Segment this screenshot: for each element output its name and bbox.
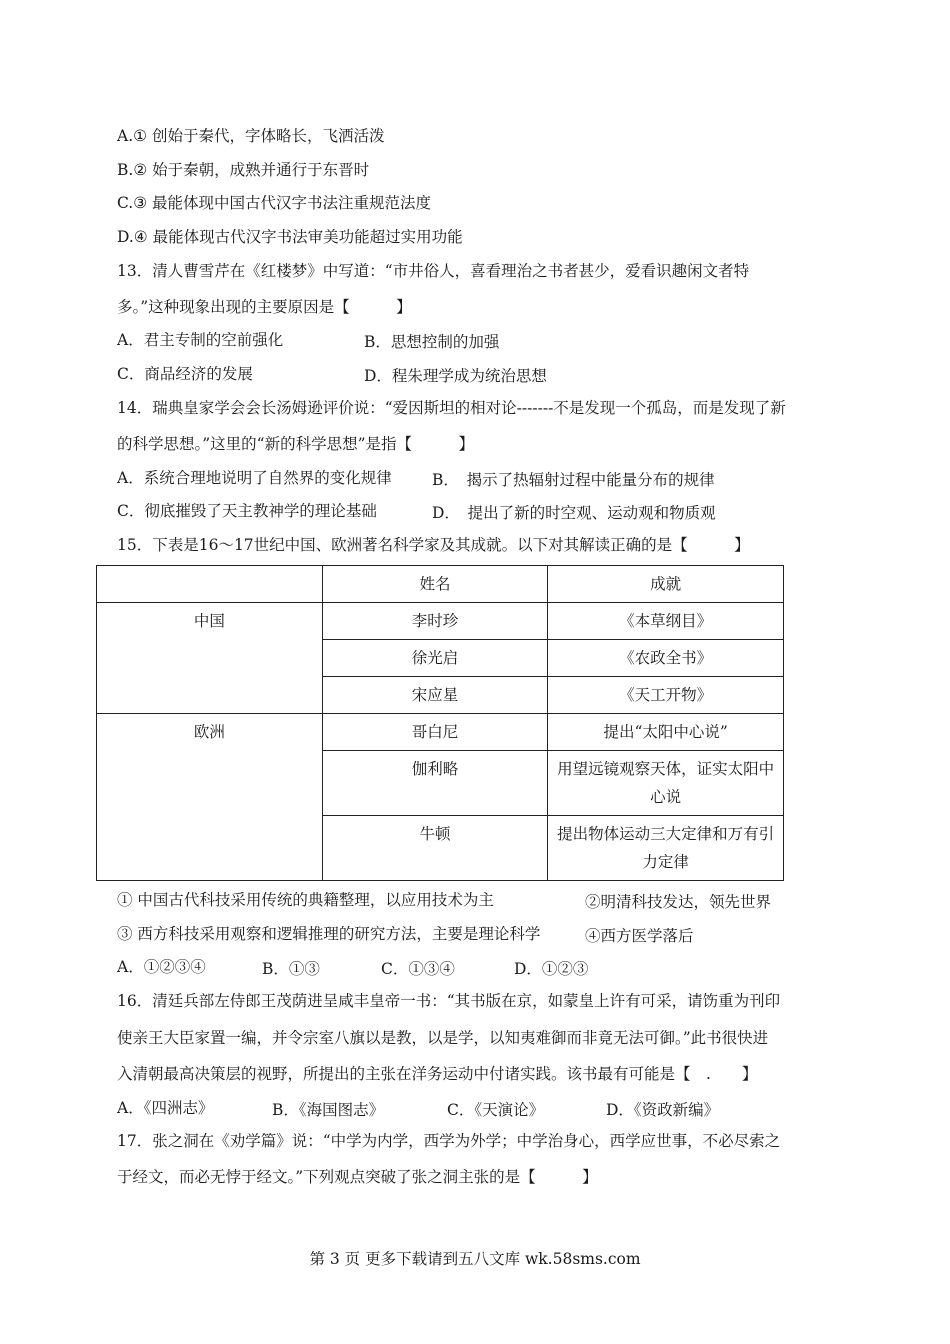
q14-stem-line1: 14．瑞典皇家学会会长汤姆逊评价说：“爱因斯坦的相对论-------不是发现一个孤岛，而是发现了新 bbox=[117, 399, 786, 417]
region-cell-europe: 欧洲 bbox=[97, 714, 323, 881]
achievement-cell: 提出物体运动三大定律和万有引力定律 bbox=[548, 816, 784, 881]
q15-option-c: C．①③④ bbox=[381, 960, 455, 978]
scientist-cell: 伽利略 bbox=[322, 751, 548, 816]
q15-statement-1: ① 中国古代科技采用传统的典籍整理，以应用技术为主 bbox=[117, 891, 494, 909]
scientist-cell: 宋应星 bbox=[322, 677, 548, 714]
q17-stem-line1: 17．张之洞在《劝学篇》说：“中学为内学，西学为外学；中学治身心，西学应世事，不必尽索之 bbox=[117, 1132, 781, 1150]
q15-statement-4: ④西方医学落后 bbox=[585, 927, 694, 945]
scientist-cell: 李时珍 bbox=[322, 603, 548, 640]
q12-option-d: D.④ 最能体现古代汉字书法审美功能超过实用功能 bbox=[117, 228, 463, 246]
q15-option-a: A．①②③④ bbox=[117, 958, 206, 976]
q12-option-b: B.② 始于秦朝，成熟并通行于东晋时 bbox=[117, 161, 370, 179]
q16-option-c: C．《天演论》 bbox=[447, 1101, 545, 1119]
table-header-cell: 成就 bbox=[548, 566, 784, 603]
table-row bbox=[97, 603, 784, 640]
q12-option-c: C.③ 最能体现中国古代汉字书法注重规范法度 bbox=[117, 194, 432, 212]
table-row bbox=[97, 714, 784, 751]
q13-option-c: C．商品经济的发展 bbox=[117, 365, 253, 383]
q16-option-a: A．《四洲志》 bbox=[117, 1099, 214, 1117]
table-header-row bbox=[97, 566, 784, 603]
q14-option-d: D． 提出了新的时空观、运动观和物质观 bbox=[432, 504, 716, 522]
scientist-cell: 徐光启 bbox=[322, 640, 548, 677]
q16-stem-line2: 使亲王大臣家置一编，并令宗室八旗以是教，以是学，以知夷难御而非竟无法可御。”此书很快进 bbox=[117, 1029, 769, 1047]
q16-option-b: B．《海国图志》 bbox=[272, 1101, 385, 1119]
q14-option-b: B． 揭示了热辐射过程中能量分布的规律 bbox=[432, 471, 715, 489]
scientists-table bbox=[96, 565, 784, 881]
scientist-cell: 牛顿 bbox=[322, 816, 548, 881]
table-header-cell bbox=[97, 566, 323, 603]
q17-stem-line2: 于经文，而必无悖于经文。”下列观点突破了张之洞主张的是【 】 bbox=[117, 1168, 598, 1186]
table-header-cell: 姓名 bbox=[322, 566, 548, 603]
achievement-cell: 《天工开物》 bbox=[548, 677, 784, 714]
achievement-cell: 用望远镜观察天体，证实太阳中心说 bbox=[548, 751, 784, 816]
achievement-cell: 提出“太阳中心说” bbox=[548, 714, 784, 751]
q15-stem: 15．下表是16～17世纪中国、欧洲著名科学家及其成就。以下对其解读正确的是【 】 bbox=[117, 536, 750, 554]
achievement-cell: 《本草纲目》 bbox=[548, 603, 784, 640]
q13-option-b: B．思想控制的加强 bbox=[364, 333, 500, 351]
q14-stem-line2: 的科学思想。”这里的“新的科学思想”是指【 】 bbox=[117, 435, 475, 453]
q15-option-b: B．①③ bbox=[262, 960, 320, 978]
region-cell-china: 中国 bbox=[97, 603, 323, 714]
q13-stem-line2: 多。”这种现象出现的主要原因是【 】 bbox=[117, 298, 412, 316]
q16-stem-line3: 入清朝最高决策层的视野，所提出的主张在洋务运动中付诸实践。该书最有可能是【 . 】 bbox=[117, 1065, 758, 1083]
q16-stem-line1: 16．清廷兵部左侍郎王茂荫进呈咸丰皇帝一书：“其书版在京，如蒙皇上许有可采，请饬重为刊印 bbox=[117, 992, 781, 1010]
scientist-cell: 哥白尼 bbox=[322, 714, 548, 751]
page-footer: 第 3 页 更多下载请到五八文库 wk.58sms.com bbox=[309, 1250, 641, 1268]
q14-option-a: A．系统合理地说明了自然界的变化规律 bbox=[117, 469, 392, 487]
q12-option-a: A.① 创始于秦代，字体略长，飞洒活泼 bbox=[117, 127, 385, 145]
q15-statement-2: ②明清科技发达，领先世界 bbox=[585, 893, 772, 911]
q16-option-d: D．《资政新编》 bbox=[606, 1101, 720, 1119]
q13-stem-line1: 13．清人曹雪芹在《红楼梦》中写道：“市井俗人，喜看理治之书者甚少，爱看识趣闲文者特 bbox=[117, 262, 750, 280]
q13-option-a: A．君主专制的空前强化 bbox=[117, 331, 284, 349]
q15-option-d: D．①②③ bbox=[514, 960, 589, 978]
q14-option-c: C．彻底摧毁了天主教神学的理论基础 bbox=[117, 502, 377, 520]
q13-option-d: D．程朱理学成为统治思想 bbox=[364, 367, 547, 385]
q15-statement-3: ③ 西方科技采用观察和逻辑推理的研究方法，主要是理论科学 bbox=[117, 925, 541, 943]
achievement-cell: 《农政全书》 bbox=[548, 640, 784, 677]
